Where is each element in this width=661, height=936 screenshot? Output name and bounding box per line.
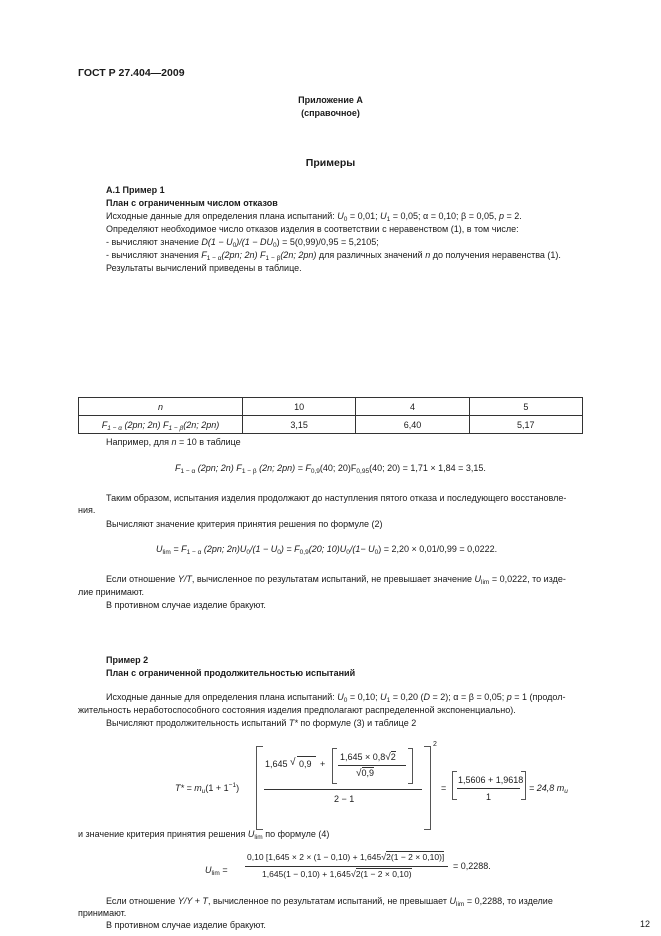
table-cell: 5,17 bbox=[469, 416, 582, 434]
table-row bbox=[79, 398, 583, 416]
mid-left-bracket bbox=[452, 771, 457, 800]
exponent: 2 bbox=[433, 741, 437, 748]
t-star-lhs: $T* = m_u(1 + 1^{-1})$ bbox=[175, 782, 240, 795]
example-1-heading: А.1 Пример 1 bbox=[106, 185, 165, 195]
example-1-line-3: - вычисляют значение $D(1 - U_0)/(1 - DU_0) = 5(0,99)/0,95 = 5,2105$; bbox=[106, 237, 379, 249]
example-1-line-4: - вычисляют значения $F_{1 - \alpha}(2pn$; 2n) $F_{1 - \beta}(2n$; 2pn) для различных значений n до получения неравенства (1). bbox=[106, 250, 561, 262]
page-number: 12 bbox=[640, 919, 651, 929]
ulim-2-denominator: 1,645(1 − 0,10) + 1,645√2(1 − 2 × 0,10) bbox=[262, 869, 412, 879]
text-1-paragraph-1: Таким образом, испытания изделия продолжают до наступления пятого отказа и последующего восстановле- bbox=[106, 493, 567, 503]
text-4-paragraph-2: В противном случае изделие бракуют. bbox=[106, 920, 266, 930]
text-1-paragraph-1-cont: ния. bbox=[78, 505, 96, 515]
equals-sign: = bbox=[441, 783, 447, 793]
ulim-2-result: = 0,2288. bbox=[453, 861, 491, 871]
text-2-paragraph-2: В противном случае изделие бракуют. bbox=[106, 600, 266, 610]
mid-fraction-bar bbox=[457, 788, 520, 789]
text-3: и значение критерия принятия решения $U_{lim}$ по формуле (4) bbox=[78, 829, 330, 841]
left-bracket bbox=[256, 746, 263, 830]
ulim-2-numerator: 0,10 [1,645 × 2 × (1 − 0,10) + 1,645√2(1 − 2 × 0,10)] bbox=[247, 852, 445, 862]
inner-right-bracket bbox=[408, 748, 413, 784]
table-cell: n bbox=[79, 398, 243, 416]
table-cell: 4 bbox=[356, 398, 469, 416]
text-2-paragraph-1-cont: лие принимают. bbox=[78, 587, 145, 597]
appendix-subtitle: (справочное) bbox=[301, 108, 360, 118]
appendix-title: Приложение А bbox=[298, 95, 363, 105]
example-2-line-2: жительность неработоспособного состояния изделия предполагают распределенной экспоненциально). bbox=[78, 705, 516, 715]
text-1-paragraph-2: Вычисляют значение критерия принятия решения по формуле (2) bbox=[106, 519, 383, 529]
table-cell: 3,15 bbox=[242, 416, 355, 434]
inner-denominator: √0,9 bbox=[356, 768, 375, 779]
section-title: Примеры bbox=[305, 157, 356, 169]
example-2-line-3: Вычисляют продолжительность испытаний T* по формуле (3) и таблице 2 bbox=[106, 718, 417, 728]
calc-1-equation: $F_{1 - \alpha}$ (2pn; 2n) $F_{1 - \beta}$ (2n; $2pn) = F_{0,9}(40$; $20)F_{0,95}(40$; 20) = 1,71 × 1,84 = 3,15. bbox=[175, 463, 486, 475]
table-row bbox=[79, 416, 583, 434]
inner-numerator: 1,645 × 0,8√2 bbox=[340, 752, 396, 763]
right-bracket bbox=[424, 746, 431, 830]
inner-left-bracket bbox=[332, 748, 337, 784]
ulim-equation-1: $U_{lim} = F_{1 - \alpha}$ (2pn; $2n)U_0/(1 - U_0) = F_{0,9}(20$; $10)U_0/(1- U_0) = 2,20 \times 0,01/0,99 = 0,0222$. bbox=[156, 544, 498, 556]
inner-fraction-bar bbox=[338, 765, 406, 766]
text-4-paragraph-1: Если отношение Y/Y + T, вычисленное по результатам испытаний, не превышает $U_{lim} = 0,2288$, то изделие bbox=[106, 896, 553, 908]
example-2-heading: Пример 2 bbox=[106, 655, 149, 665]
table-cell: 6,40 bbox=[356, 416, 469, 434]
example-2-subheading: План с ограниченной продолжительностью испытаний bbox=[106, 668, 356, 678]
main-fraction-bar bbox=[264, 789, 422, 790]
mid-denominator: 1 bbox=[486, 792, 492, 802]
text-2-paragraph-1: Если отношение Y/T, вычисленное по результатам испытаний, не превышает значение $U_{lim} = 0,0222$, то изде- bbox=[106, 574, 566, 586]
plus-sign: + bbox=[320, 759, 326, 769]
example-2-line-1: Исходные данные для определения плана испытаний: $U_0 = 0,10$; $U_1 = 0,20$ (D = 2); α = β = 0,05; p = 1 (продол- bbox=[106, 692, 566, 704]
table-cell-formula: $F_{1 - \alpha}$ (2pn; 2n) $F_{1 - \beta}(2n$; 2pn) bbox=[79, 416, 243, 434]
example-1-line-2: Определяют необходимое число отказов изделия в соответствии с неравенством (1), в том числе: bbox=[106, 224, 519, 234]
mid-numerator: 1,5606 + 1,9618 bbox=[458, 775, 524, 785]
results-table bbox=[78, 397, 583, 434]
table-cell: 10 bbox=[242, 398, 355, 416]
ulim-2-fraction-bar bbox=[245, 866, 448, 867]
ulim-2-lhs: $U_{lim}$ = bbox=[205, 865, 228, 877]
example-1-initial-data: Исходные данные для определения плана испытаний: $U_0 = 0,01$; $U_1 = 0,05$; α = 0,10; β = 0,05, p = 2. bbox=[106, 211, 522, 223]
text-4-paragraph-1-cont: принимают. bbox=[78, 908, 127, 918]
main-denominator: 2 − 1 bbox=[334, 794, 355, 804]
table-cell: 5 bbox=[469, 398, 582, 416]
t-star-result: = 24,8 $m_u$ bbox=[529, 783, 568, 795]
example-1-line-5: Результаты вычислений приведены в таблице. bbox=[106, 263, 302, 273]
calc-1-intro: Например, для n = 10 в таблице bbox=[106, 437, 241, 447]
sqrt-value: 0,9 bbox=[299, 759, 312, 769]
example-1-subheading: План с ограниченным числом отказов bbox=[106, 198, 278, 208]
t-star-num-1: 1,645 bbox=[265, 759, 288, 769]
document-id: ГОСТ Р 27.404—2009 bbox=[78, 67, 185, 79]
sqrt-sign: √ bbox=[290, 757, 296, 768]
sqrt-bar bbox=[297, 756, 316, 757]
